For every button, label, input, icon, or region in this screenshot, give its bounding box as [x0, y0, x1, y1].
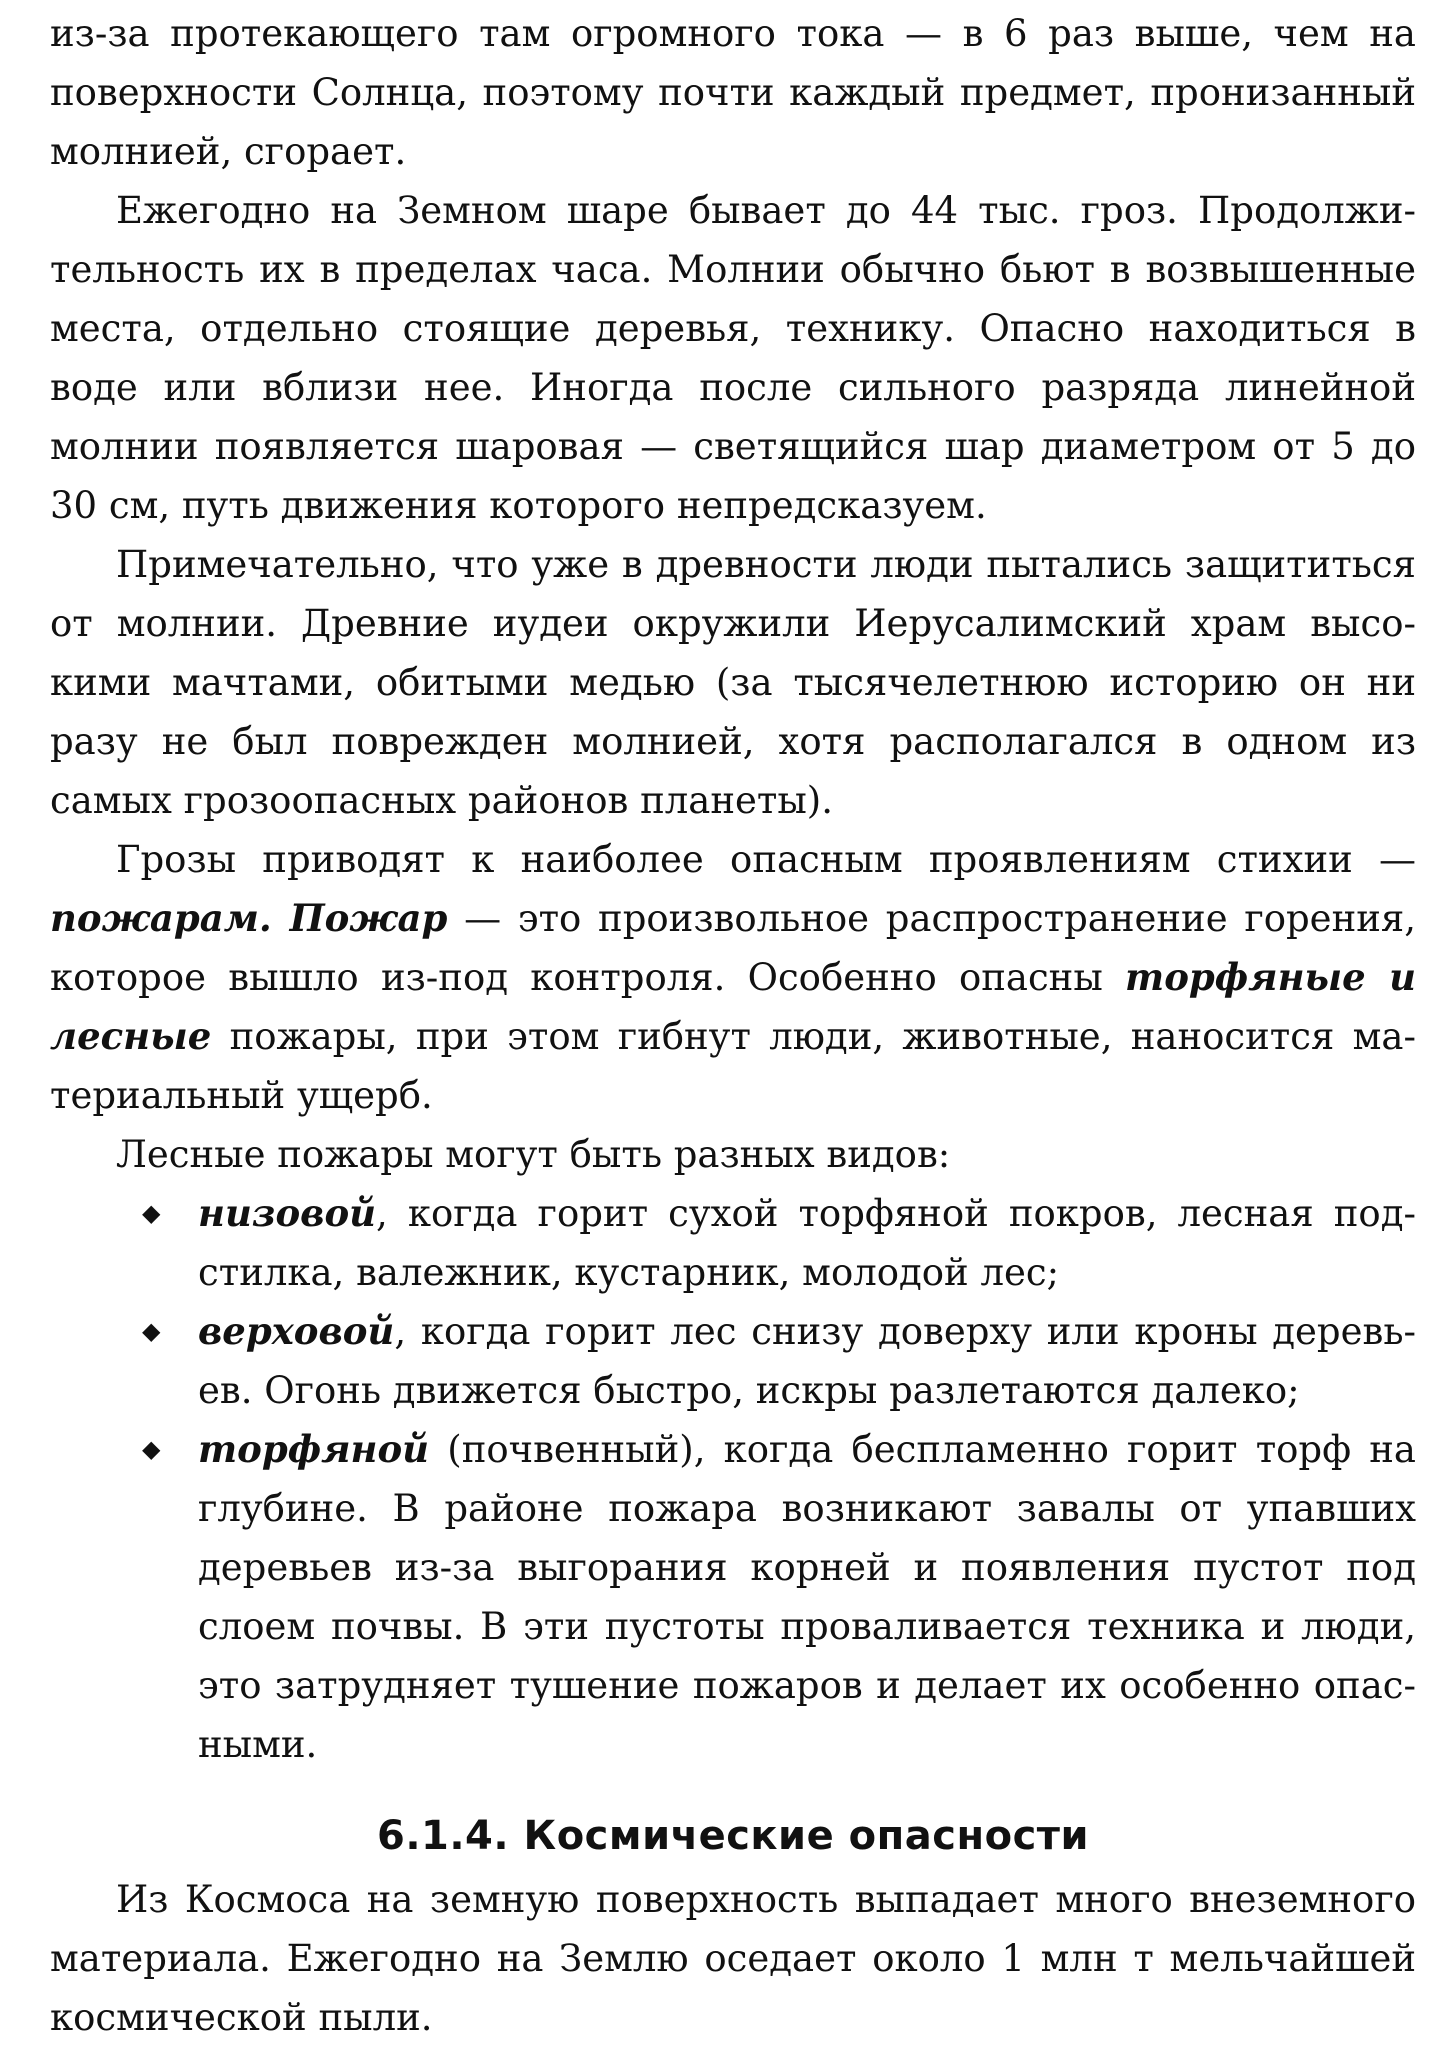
list-item — [142, 1302, 1416, 1420]
fire-types-list — [50, 1184, 1416, 1774]
list-item — [142, 1420, 1416, 1774]
bullet-term: торфяной — [198, 1427, 430, 1471]
fires-text-2: — это произвольное распространение горения, которое вышло из-под контроля. Особенно опасны — [50, 897, 1416, 999]
fires-text-1: Грозы приводят к наиболее опасным проявлениям стихии — — [116, 838, 1416, 881]
list-item — [142, 1184, 1416, 1302]
bullet-text: , когда горит лес снизу доверху или кроны деревьев. Огонь движется быстро, искры разлетаются далеко; — [198, 1310, 1416, 1412]
bullet-text: (почвенный), когда беспламенно горит торф на глубине. В районе пожара возникают завалы от упавших деревьев из-за выгорания корней и появления пустот под слоем почвы. В эти пустоты проваливается техника и люди, это затрудняет тушение пожаров и делает их особенно опасными. — [198, 1428, 1416, 1766]
paragraph-thunderstorms: Ежегодно на Земном шаре бывает до 44 тыс. гроз. Продолжительность их в пределах часа. Молнии обычно бьют в возвышенные места, отдельно стоящие деревья, технику. Опасно находиться в воде или вблизи нее. Иногда после сильного разряда линейной молнии появляется шаровая — светящийся шар диаметром от 5 до 30 см, путь движения которого непредсказуем. — [50, 189, 1416, 527]
section-heading: 6.1.4. Космические опасности — [376, 1813, 1089, 1859]
paragraph-lightning-current: из-за протекающего там огромного тока — в 6 раз выше, чем на поверхности Солнца, поэтому почти каждый предмет, пронизанный молнией, сгорает. — [50, 12, 1416, 173]
diamond-bullet-icon: ◆ — [142, 1317, 161, 1345]
bullet-text: , когда горит сухой торфяной покров, лесная подстилка, валежник, кустарник, молодой лес; — [198, 1192, 1416, 1294]
paragraph-cosmic-dust: Из Космоса на земную поверхность выпадает много внеземного материала. Ежегодно на Землю оседает около 1 млн т мельчайшей космической пыли. — [50, 1878, 1416, 2039]
fires-text-3: пожары, при этом гибнут люди, животные, наносится материальный ущерб. — [50, 1015, 1416, 1117]
bullet-term: низовой — [198, 1191, 377, 1235]
diamond-bullet-icon: ◆ — [142, 1435, 161, 1463]
diamond-bullet-icon: ◆ — [142, 1199, 161, 1227]
paragraph-fires — [50, 830, 1416, 1125]
term-peat-forest: торфяные и лесные — [50, 955, 1416, 1058]
paragraph-ancient-protection: Примечательно, что уже в древности люди пытались защититься от молнии. Древние иудеи окружили Иерусалимский храм высокими мачтами, обитыми медью (за тысячелетнюю историю он ни разу не был поврежден молнией, хотя располагался в одном из самых грозоопасных районов планеты). — [50, 543, 1416, 822]
bullet-term: верховой — [198, 1309, 395, 1353]
paragraph-fire-types-intro: Лесные пожары могут быть разных видов: — [116, 1133, 951, 1176]
term-fire: пожарам. Пожар — [50, 896, 448, 940]
